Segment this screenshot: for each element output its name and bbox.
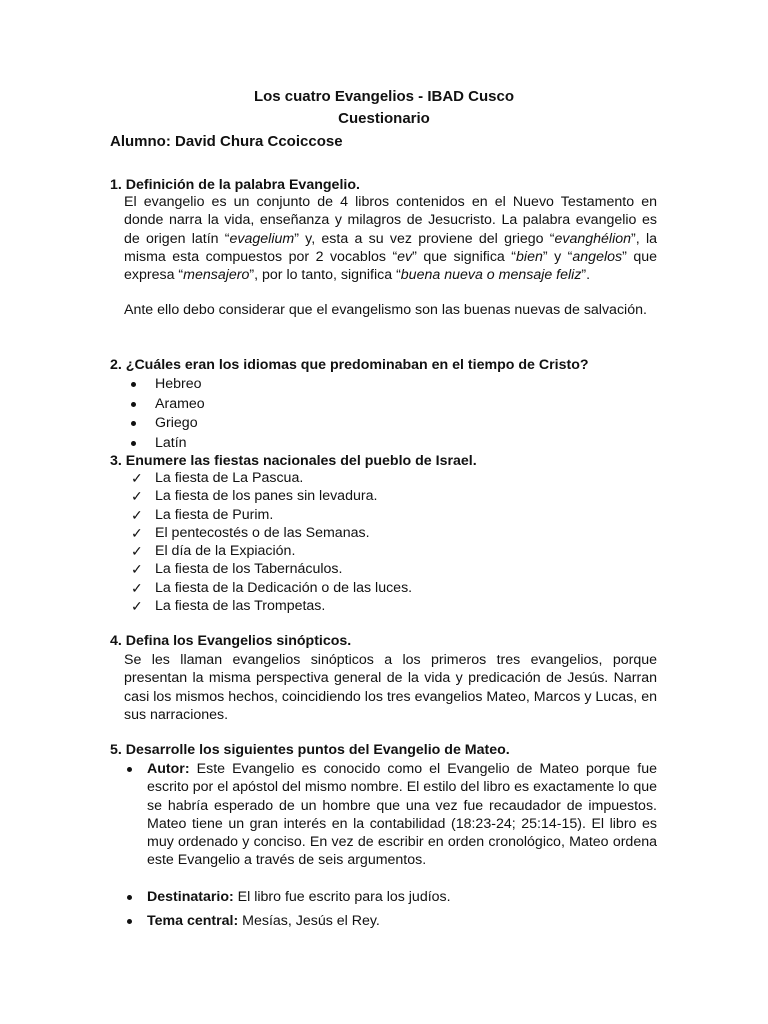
q2-language-list [131,375,431,453]
list-item-autor [127,760,657,888]
student-name: Alumno: David Chura Ccoiccose [110,133,343,150]
list-item: ✓ El pentecostés o de las Semanas. [131,524,370,541]
q4-heading: 4. Defina los Evangelios sinópticos. [110,633,352,649]
bullet-icon [127,767,132,772]
checkmark-icon: ✓ [131,598,143,615]
bullet-icon [131,382,136,387]
list-item: Arameo [131,395,431,415]
list-item: ✓ El día de la Expiación. [131,543,296,560]
checkmark-icon: ✓ [131,506,143,523]
bullet-icon [131,441,136,446]
q5-point-list [127,760,657,930]
list-item: Latín [131,434,431,454]
autor-text: Autor: Este Evangelio es conocido como el Evangelio de Mateo porque fue escrito por el apóstol del mismo nombre. El estilo del libro es exactamente lo que se habría esperado de un hombre que una vez fue recaudador de impuestos. Mateo tiene un gran interés en la contabilidad (18:23-24; 25:14-15). El libro es muy ordenado y conciso. En vez de escribir en orden cronológico, Mateo ordena este Evangelio a través de seis argumentos. [147,761,657,869]
list-item-tema [127,912,657,930]
list-item: ✓ La fiesta de La Pascua. [131,470,304,486]
list-item: ✓ La fiesta de la Dedicación o de las luces. [131,579,413,596]
bullet-icon [127,919,132,924]
checkmark-icon: ✓ [131,543,143,560]
q5-heading: 5. Desarrolle los siguientes puntos del Evangelio de Mateo. [110,742,510,758]
bullet-icon [127,895,132,900]
list-item: ✓ La fiesta de los panes sin levadura. [131,488,378,505]
checkmark-icon: ✓ [131,488,143,505]
q1-heading: 1. Definición de la palabra Evangelio. [110,177,360,193]
document-subtitle: Cuestionario [338,110,430,127]
tema-text: Tema central: Mesías, Jesús el Rey. [147,913,380,929]
bullet-icon [131,421,136,426]
list-item: Griego [131,414,431,434]
list-item-destinatario [127,888,657,912]
q3-feast-list [131,469,531,615]
destinatario-text: Destinatario: El libro fue escrito para los judíos. [147,889,451,905]
bullet-icon [131,402,136,407]
checkmark-icon: ✓ [131,524,143,541]
checkmark-icon: ✓ [131,561,143,578]
list-item: ✓ La fiesta de los Tabernáculos. [131,561,343,578]
q3-heading: 3. Enumere las fiestas nacionales del pueblo de Israel. [110,453,477,469]
q1-conclusion: Ante ello debo considerar que el evangelismo son las buenas nuevas de salvación. [124,302,647,318]
q4-paragraph: Se les llaman evangelios sinópticos a los primeros tres evangelios, porque presentan la misma perspectiva general de la vida y predicación de Jesús. Narran casi los mismos hechos, coincidiendo los tres evangelios Mateo, Marcos y Lucas, en sus narraciones. [124,652,657,723]
list-item: ✓ La fiesta de Purim. [131,506,274,523]
checkmark-icon: ✓ [131,470,143,486]
list-item: Hebreo [131,375,431,395]
document-title: Los cuatro Evangelios - IBAD Cusco [253,88,515,105]
q2-heading: 2. ¿Cuáles eran los idiomas que predominaban en el tiempo de Cristo? [110,357,589,373]
checkmark-icon: ✓ [131,579,143,596]
q1-paragraph: El evangelio es un conjunto de 4 libros contenidos en el Nuevo Testamento en donde narra la vida, enseñanza y milagros de Jesucristo. La palabra evangelio es de origen latín “evagelium” y, esta a su vez proviene del griego “evanghélion”, la misma esta compuestos por 2 vocablos “ev” que significa “bien” y “angelos” que expresa “mensajero”, por lo tanto, significa “buena nueva o mensaje feliz”. [124,194,658,284]
list-item: ✓ La fiesta de las Trompetas. [131,598,326,615]
